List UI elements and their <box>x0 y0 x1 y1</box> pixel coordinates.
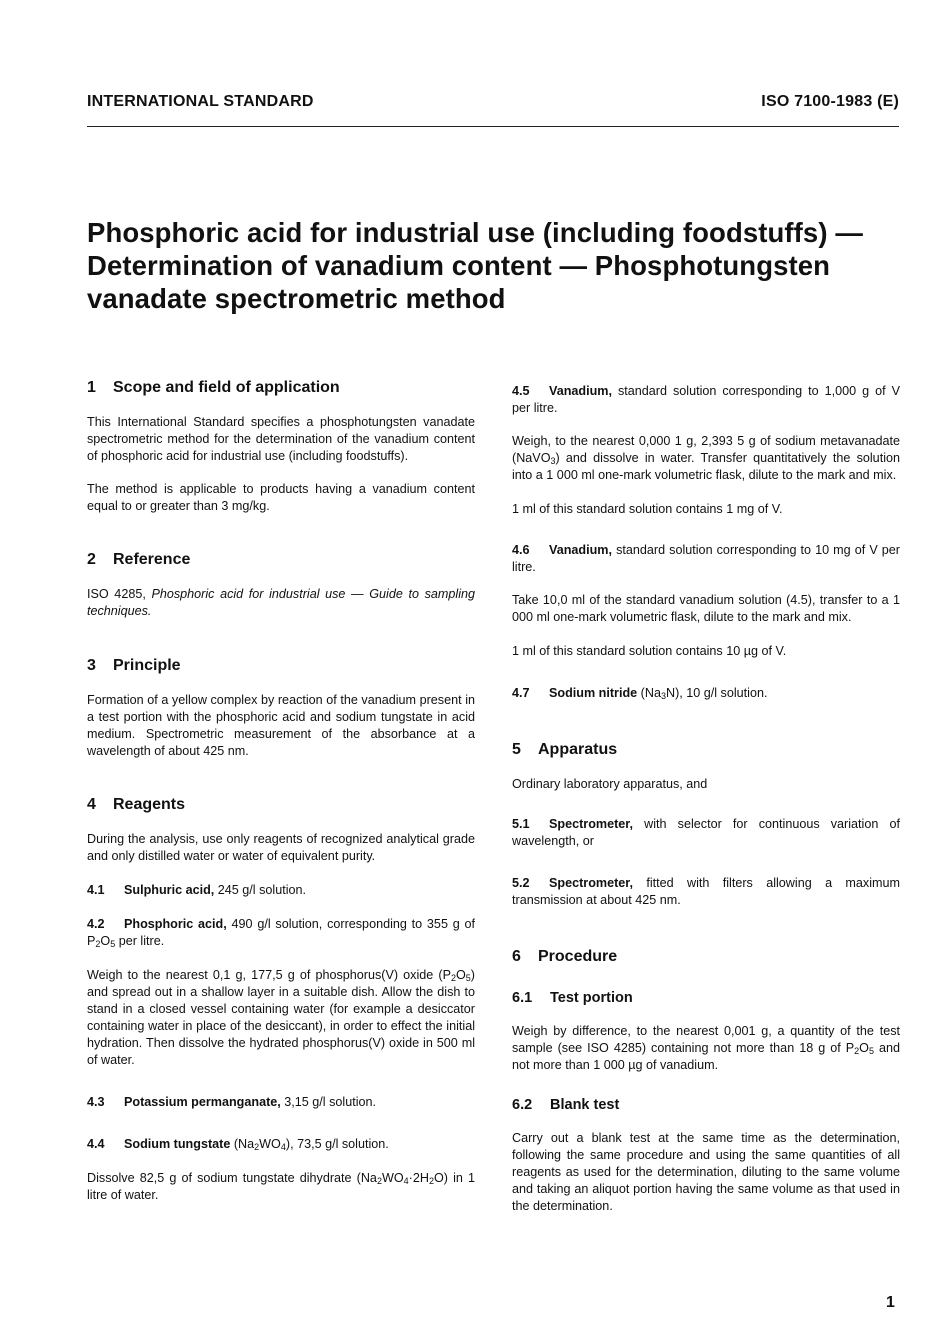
clause-4-2-preparation: Weigh to the nearest 0,1 g, 177,5 g of phosphorus(V) oxide $(P_2O_5)$ and spread out in a shallow layer in a suitable dish. Allow the dish to stand in a closed vessel containing water (for example a desiccator containing water in place of the desiccant), in order to effect the initial hydration. Then dissolve the hydrated phosphorus(V) oxide in 500 ml of water. <box>87 968 475 1067</box>
section-5-heading: 5 Apparatus <box>512 741 618 758</box>
clause-6-2-paragraph: Carry out a blank test at the same time as the determination, following the same procedure and using the same quantities of all reagents as used for the determination, diluting to the same volume and taking an aliquot portion having the same volume as that used in the determination. <box>512 1131 900 1213</box>
clause-4-6-concentration: 1 ml of this standard solution contains 10 µg of V. <box>512 644 787 658</box>
document-header <box>87 93 899 111</box>
applicability-paragraph: The method is applicable to products having a vanadium content equal to or greater than 3 mg/kg. <box>87 482 475 513</box>
clause-6-1-heading: 6.1 Test portion <box>512 990 633 1006</box>
title-line-3: vanadate spectrometric method <box>87 283 506 314</box>
clause-4-6-preparation: Take 10,0 ml of the standard vanadium solution (4.5), transfer to a 1 000 ml one-mark volumetric flask, dilute to the mark and mix. <box>512 593 900 624</box>
section-4-heading: 4 Reagents <box>87 796 186 813</box>
clause-4-1: 4.1 Sulphuric acid, 245 g/l solution. <box>87 883 306 897</box>
header-divider <box>87 126 899 127</box>
document-title <box>87 216 917 315</box>
clause-4-7: 4.7 Sodium nitride $(Na_3N)$, 10 g/l solution. <box>512 686 768 701</box>
clause-5-1: 5.1 Spectrometer, with selector for continuous variation of wavelength, or <box>512 817 900 848</box>
apparatus-intro-paragraph: Ordinary laboratory apparatus, and <box>512 777 708 791</box>
clause-4-5: 4.5 Vanadium, standard solution corresponding to 1,000 g of V per litre. <box>512 384 900 415</box>
section-1-heading: 1 Scope and field of application <box>87 379 340 396</box>
section-3-heading: 3 Principle <box>87 657 181 674</box>
clause-4-6: 4.6 Vanadium, standard solution corresponding to 10 mg of V per litre. <box>512 543 900 574</box>
clause-4-3: 4.3 Potassium permanganate, 3,15 g/l solution. <box>87 1095 376 1109</box>
section-6-heading: 6 Procedure <box>512 948 618 965</box>
clause-4-4: 4.4 Sodium tungstate $(Na_2WO_4)$, 73,5 g/l solution. <box>87 1137 389 1152</box>
clause-6-2-heading: 6.2 Blank test <box>512 1097 620 1113</box>
title-line-2: Determination of vanadium content — Phosphotungsten <box>87 250 831 281</box>
scope-paragraph: This International Standard specifies a phosphotungsten vanadate spectrometric method for the determination of the vanadium content of phosphoric acid for industrial use (including foodstuffs). <box>87 415 475 463</box>
principle-paragraph: Formation of a yellow complex by reaction of the vanadium present in a test portion with the phosphoric acid and sodium tungstate in acid medium. Spectrometric measurement of the absorbance at a wavelength of about 425 nm. <box>87 693 475 758</box>
clause-4-4-preparation: Dissolve 82,5 g of sodium tungstate dihydrate $(Na_2WO_4\cdot 2H_2O)$ in 1 litre of water. <box>87 1171 475 1202</box>
clause-4-5-preparation: Weigh, to the nearest 0,000 1 g, 2,393 5 g of sodium metavanadate (NaVO$_3$) and dissolve in water. Transfer quantitatively the solution into a 1 000 ml one-mark volumetric flask, dilute to the mark and mix. <box>512 434 900 482</box>
header-standard-type: INTERNATIONAL STANDARD <box>87 93 314 110</box>
clause-4-2: 4.2 Phosphoric acid, 490 g/l solution, corresponding to 355 g of $P_2O_5$ per litre. <box>87 917 475 949</box>
reference-paragraph: ISO 4285, Phosphoric acid for industrial use — Guide to sampling techniques. <box>87 587 475 618</box>
section-2-heading: 2 Reference <box>87 551 191 568</box>
right-column <box>512 376 900 1215</box>
page-number: 1 <box>886 1294 895 1311</box>
clause-5-2: 5.2 Spectrometer, fitted with filters allowing a maximum transmission at about 425 nm. <box>512 876 900 907</box>
header-standard-code: ISO 7100-1983 (E) <box>761 93 899 110</box>
reagents-intro-paragraph: During the analysis, use only reagents of recognized analytical grade and only distilled water or water of equivalent purity. <box>87 832 475 863</box>
clause-6-1-paragraph: Weigh by difference, to the nearest 0,001 g, a quantity of the test sample (see ISO 4285) containing not more than 18 g of $P_2O_5$ and not more than 1 000 µg of vanadium. <box>512 1024 901 1072</box>
clause-4-5-concentration: 1 ml of this standard solution contains 1 mg of V. <box>512 502 783 516</box>
title-line-1: Phosphoric acid for industrial use (including foodstuffs) — <box>87 217 863 248</box>
left-column <box>87 376 475 1204</box>
